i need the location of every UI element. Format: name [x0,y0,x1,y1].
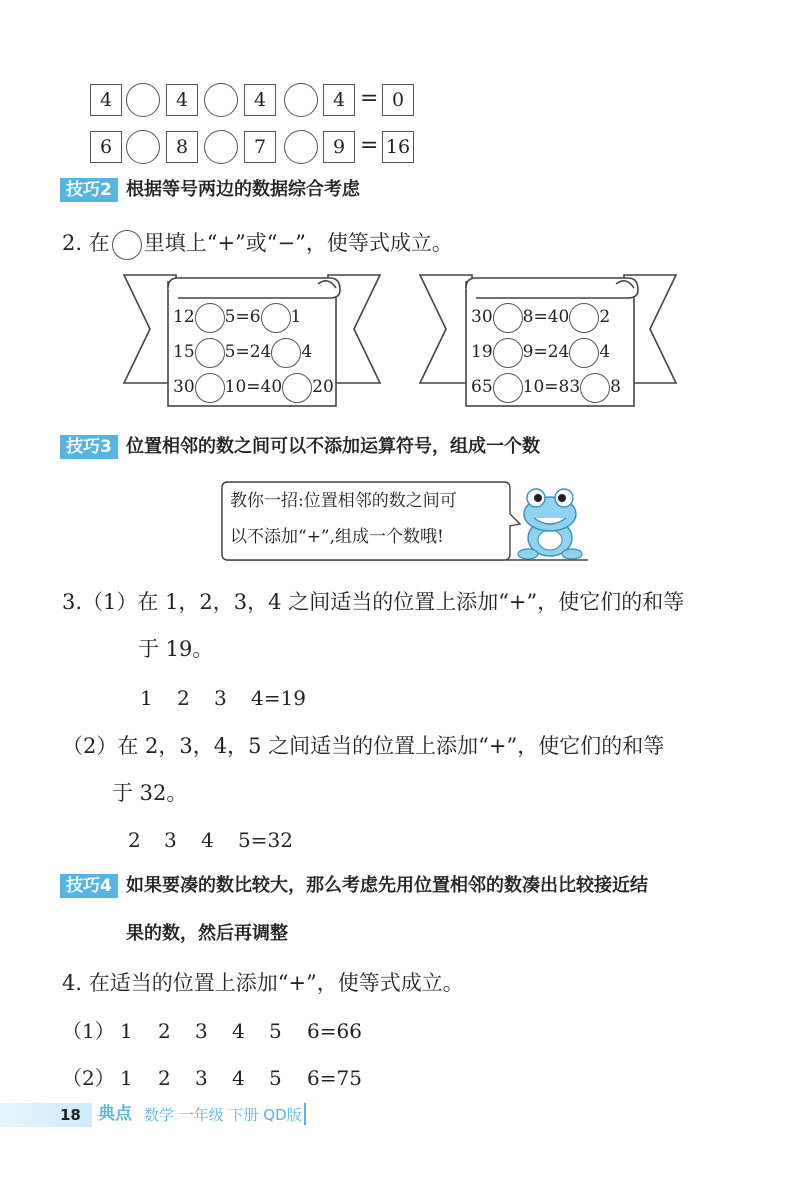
number: 5 [269,1066,282,1090]
number: 1 [140,686,153,710]
number: 6=66 [307,1019,362,1043]
scroll-left-line [173,302,301,333]
operator-blank[interactable] [195,303,225,333]
bubble-line: 以不添加“+”,组成一个数哦! [230,527,444,547]
number: 15 [173,342,195,362]
number-box: 6 [90,131,122,163]
operator-blank[interactable] [195,338,225,368]
number: 19 [471,342,493,362]
number-box: 4 [323,84,355,116]
question-text: 里填上“+”或“−”，使等式成立。 [143,231,453,255]
number-sequence [62,1017,362,1045]
scroll-right-line [471,337,610,368]
footer-divider [304,1103,306,1125]
number: 5=32 [238,828,293,852]
scroll-left-line [173,372,334,403]
scroll-right-line [471,372,621,403]
number: 1 [120,1066,133,1090]
number: 3 [195,1066,208,1090]
number: 8=40 [522,307,570,327]
number-box: 9 [323,131,355,163]
number: 2 [158,1066,171,1090]
operator-blank[interactable] [569,338,599,368]
number: 2 [158,1019,171,1043]
operator-blank[interactable] [195,373,225,403]
number-box: 4 [90,84,122,116]
operator-blank[interactable] [493,303,523,333]
number: 4 [232,1066,245,1090]
scroll-left-line [173,337,312,368]
book-title: 数学 一年级 下册 QD版 [144,1106,302,1124]
number: 2 [599,307,611,327]
operator-blank[interactable] [569,303,599,333]
number: 3 [214,686,227,710]
page-number: 18 [60,1106,81,1124]
operator-blank[interactable] [493,338,523,368]
number: 5 [269,1019,282,1043]
number-sequence [62,1064,362,1092]
number-sequence [140,684,306,712]
number: 1 [120,1019,133,1043]
bubble-line: 教你一招:位置相邻的数之间可 [230,491,457,511]
number: 10=40 [224,377,283,397]
question-prefix: 2. 在 [62,231,110,255]
number: 12 [173,307,195,327]
result-box: 0 [382,84,414,116]
brand-logo: 典点 [98,1104,132,1124]
operator-blank[interactable] [580,373,610,403]
number: 30 [173,377,195,397]
number-box: 8 [166,131,198,163]
frog-mascot-icon [514,482,586,562]
number: 2 [177,686,190,710]
operator-blank[interactable] [282,373,312,403]
number-box: 7 [244,131,276,163]
number: 3 [195,1019,208,1043]
number-box: 4 [166,84,198,116]
tip-label: 技巧4 [60,874,118,898]
result-box: 16 [382,131,414,163]
question-3-part-1-cont: 于 19。 [138,637,214,661]
operator-blank[interactable] [493,373,523,403]
part-label: （1） [62,1019,115,1043]
tip-text: 位置相邻的数之间可以不添加运算符号，组成一个数 [126,436,540,457]
tip-text: 果的数，然后再调整 [126,923,288,944]
number: 65 [471,377,493,397]
question-3-part-2: （2）在 2，3，4，5 之间适当的位置上添加“+”，使它们的和等 [62,734,665,758]
number: 4 [599,342,611,362]
number: 5=6 [224,307,261,327]
tip-text: 如果要凑的数比较大，那么考虑先用位置相邻的数凑出比较接近结 [126,875,648,896]
scroll-banners [0,0,800,430]
number-sequence [128,826,293,854]
tip-label: 技巧3 [60,435,118,459]
question-3-part-1: 3.（1）在 1，2，3，4 之间适当的位置上添加“+”，使它们的和等 [62,590,685,614]
number: 10=83 [522,377,581,397]
number: 9=24 [522,342,570,362]
tip-label: 技巧2 [60,178,118,202]
tip-text: 根据等号两边的数据综合考虑 [126,179,360,200]
number: 3 [164,828,177,852]
equals-sign: = [360,133,379,158]
number: 4=19 [251,686,306,710]
number: 8 [610,377,621,397]
number: 4 [301,342,313,362]
number: 6=75 [307,1066,362,1090]
part-label: （2） [62,1066,115,1090]
number: 30 [471,307,493,327]
number: 4 [232,1019,245,1043]
number: 1 [290,307,302,327]
operator-blank[interactable] [271,338,301,368]
scroll-right-line [471,302,610,333]
operator-blank[interactable] [261,303,291,333]
equals-sign: = [360,86,379,111]
number: 4 [201,828,214,852]
question-3-part-2-cont: 于 32。 [112,781,188,805]
number: 2 [128,828,141,852]
number: 5=24 [224,342,272,362]
number-box: 4 [244,84,276,116]
question-4: 4. 在适当的位置上添加“+”，使等式成立。 [62,971,464,995]
number: 20 [312,377,334,397]
